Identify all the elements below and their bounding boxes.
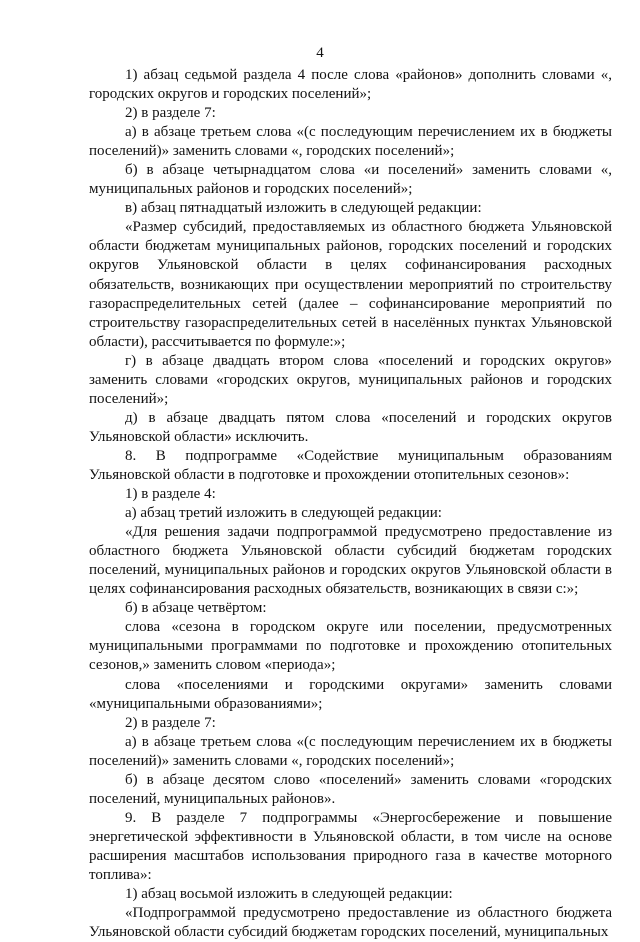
paragraph: а) в абзаце третьем слова «(с последующим перечислением их в бюджеты поселений)» заменить словами «, городских поселений»; bbox=[89, 124, 612, 160]
paragraph: слова «поселениями и городскими округами» заменить словами «муниципальными образованиями»; bbox=[89, 676, 612, 712]
paragraph: б) в абзаце четвёртом: bbox=[125, 600, 267, 617]
paragraph: «Подпрограммой предусмотрено предоставление из областного бюджета Ульяновской области субсидий бюджетам городских поселений, муниципальных bbox=[89, 905, 612, 941]
paragraph: 2) в разделе 7: bbox=[125, 105, 216, 122]
paragraph: 2) в разделе 7: bbox=[125, 714, 216, 731]
paragraph: 8. В подпрограмме «Содействие муниципальным образованиям Ульяновской области в подготовке и прохождении отопительных сезонов»: bbox=[89, 447, 612, 483]
paragraph: б) в абзаце десятом слово «поселений» заменить словами «городских поселений, муниципальных районов». bbox=[89, 771, 612, 807]
page-number: 4 bbox=[316, 45, 324, 61]
paragraph: г) в абзаце двадцать втором слова «поселений и городских округов» заменить словами «городских округов, муниципальных районов и городских поселений»; bbox=[89, 352, 612, 407]
document-body bbox=[89, 66, 612, 942]
paragraph: 1) абзац восьмой изложить в следующей редакции: bbox=[125, 886, 453, 903]
paragraph: д) в абзаце двадцать пятом слова «поселений и городских округов Ульяновской области» исключить. bbox=[89, 409, 612, 445]
paragraph: в) абзац пятнадцатый изложить в следующей редакции: bbox=[125, 200, 482, 217]
paragraph: «Размер субсидий, предоставляемых из областного бюджета Ульяновской области бюджетам муниципальных районов, городских поселений и городских округов Ульяновской области в целях софинансирования расходных обязательств, возникающих при осуществлении мероприятий по строительству газораспределительных сетей (далее – софинансирование мероприятий по строительству газораспределительных сетей в населённых пунктах Ульяновской области), рассчитывается по формуле:»; bbox=[89, 219, 612, 350]
paragraph: 9. В разделе 7 подпрограммы «Энергосбережение и повышение энергетической эффективности в Ульяновской области, в том числе на основе расширения масштабов использования природного газа в качестве моторного топлива»: bbox=[89, 809, 612, 883]
paragraph: «Для решения задачи подпрограммой предусмотрено предоставление из областного бюджета Ульяновской области субсидий бюджетам городских поселений, муниципальных районов и городских округов Ульяновской области в целях софинансирования расходных обязательств, возникающих в связи с:»; bbox=[89, 524, 612, 598]
paragraph: 1) в разделе 4: bbox=[125, 486, 216, 503]
paragraph: а) в абзаце третьем слова «(с последующим перечислением их в бюджеты поселений)» заменить словами «, городских поселений»; bbox=[89, 733, 612, 769]
paragraph: 1) абзац седьмой раздела 4 после слова «районов» дополнить словами «, городских округов и городских поселений»; bbox=[89, 67, 612, 103]
paragraph: а) абзац третий изложить в следующей редакции: bbox=[125, 505, 442, 522]
paragraph: слова «сезона в городском округе или поселении, предусмотренных муниципальными программами по подготовке и прохождению отопительных сезонов,» заменить словом «периода»; bbox=[89, 619, 612, 674]
paragraph: б) в абзаце четырнадцатом слова «и поселений» заменить словами «, муниципальных районов и городских поселений»; bbox=[89, 162, 612, 198]
